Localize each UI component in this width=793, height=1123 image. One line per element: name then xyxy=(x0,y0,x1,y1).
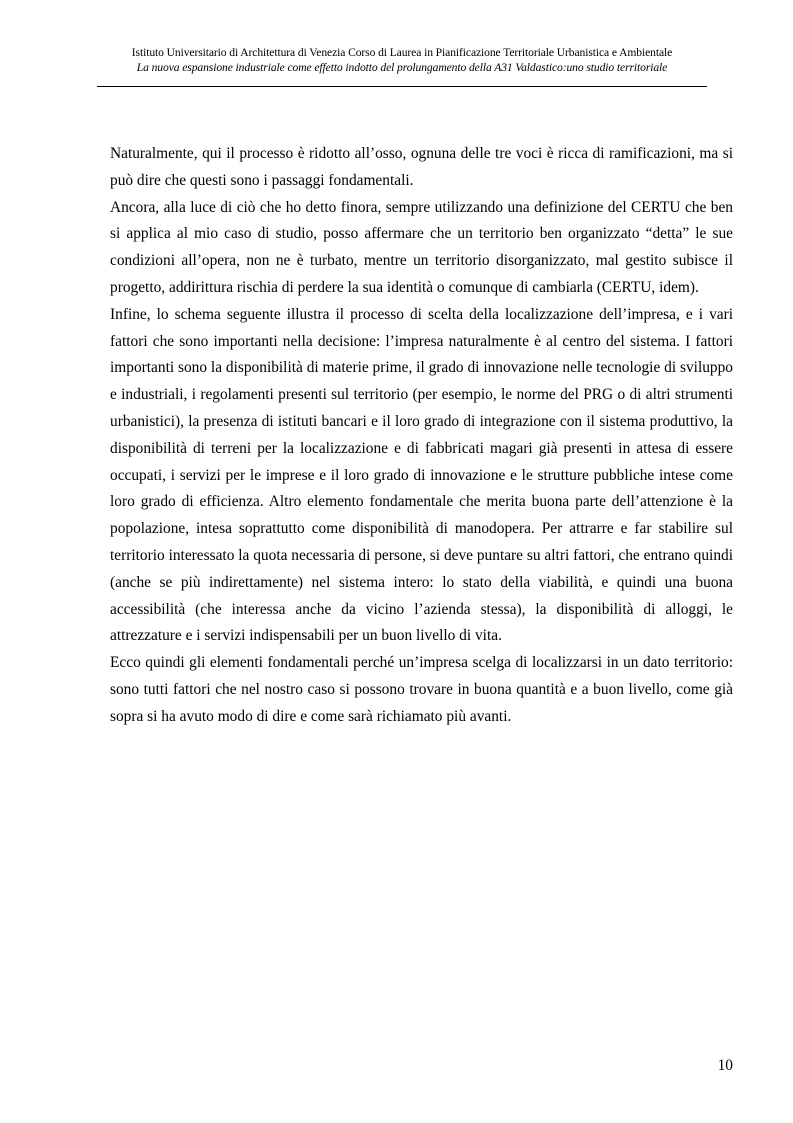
header-institution: Istituto Universitario di Architettura di Venezia Corso di Laurea in Pianificazione Territoriale Urbanistica e Ambientale xyxy=(131,46,673,59)
body-text xyxy=(110,141,733,731)
page-number: 10 xyxy=(717,1057,733,1074)
header-divider xyxy=(97,86,707,87)
paragraph: Ancora, alla luce di ciò che ho detto finora, sempre utilizzando una definizione del CERTU che ben si applica al mio caso di studio, posso affermare che un territorio ben organizzato “detta” le sue condizioni all’opera, non ne è turbato, mentre un territorio disorganizzato, mal gestito subisce il progetto, addirittura rischia di perdere la sua identità o comunque di cambiarla (CERTU, idem). xyxy=(110,198,733,296)
paragraph: Naturalmente, qui il processo è ridotto all’osso, ognuna delle tre voci è ricca di ramificazioni, ma si può dire che questi sono i passaggi fondamentali. xyxy=(110,145,733,189)
paragraph: Ecco quindi gli elementi fondamentali perché un’impresa scelga di localizzarsi in un dato territorio: sono tutti fattori che nel nostro caso si possono trovare in buona quantità e a buon livello, come già sopra si ha avuto modo di dire e come sarà richiamato più avanti. xyxy=(110,654,733,725)
running-header xyxy=(96,45,708,75)
header-thesis-title: La nuova espansione industriale come effetto indotto del prolungamento della A31 Valdastico:uno studio territoriale xyxy=(136,61,668,74)
paragraph: Infine, lo schema seguente illustra il processo di scelta della localizzazione dell’impresa, e i vari fattori che sono importanti nella decisione: l’impresa naturalmente è al centro del sistema. I fattori importanti sono la disponibilità di materie prime, il grado di innovazione nelle tecnologie di sviluppo e industriali, i regolamenti presenti sul territorio (per esempio, le norme del PRG o di altri strumenti urbanistici), la presenza di istituti bancari e il loro grado di integrazione con il sistema produttivo, la disponibilità di terreni per la localizzazione e di fabbricati magari già presenti in attesa di essere occupati, i servizi per le imprese e il loro grado di innovazione e le strutture pubbliche intese come loro grado di efficienza. Altro elemento fondamentale che merita buona parte dell’attenzione è la popolazione, intesa soprattutto come disponibilità di manodopera. Per attrarre e far stabilire sul territorio interessato la quota necessaria di persone, si deve puntare su altri fattori, che entrano quindi (anche se più indirettamente) nel sistema intero: lo stato della viabilità, e quindi una buona accessibilità (che interessa anche da vicino l’azienda stessa), la disponibilità di alloggi, le attrezzature e i servizi indispensabili per un buon livello di vita. xyxy=(110,305,733,645)
